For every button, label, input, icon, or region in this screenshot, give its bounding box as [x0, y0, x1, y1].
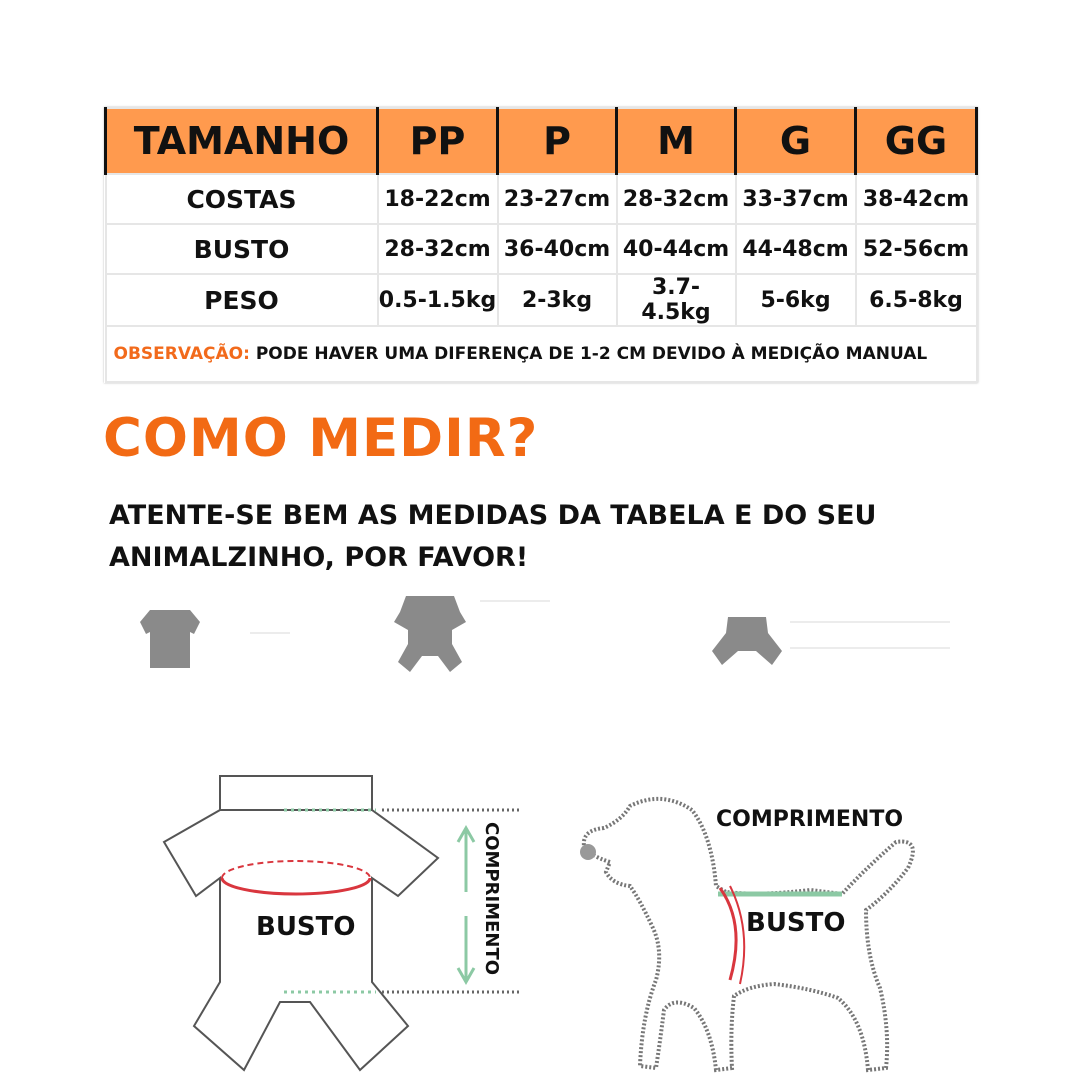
table-cell: 36-40cm	[498, 224, 617, 274]
table-cell: 28-32cm	[378, 224, 498, 274]
table-cell: 52-56cm	[856, 224, 977, 274]
dog-chest-label: BUSTO	[746, 908, 846, 938]
table-cell: 3.7-4.5kg	[617, 274, 736, 326]
garment-length-label: COMPRIMENTO	[481, 822, 502, 976]
section-title: COMO MEDIR?	[103, 408, 539, 469]
row-label: PESO	[106, 274, 378, 326]
table-header-row	[106, 108, 977, 174]
table-cell: 28-32cm	[617, 174, 736, 224]
header-size-m: M	[617, 108, 736, 174]
table-cell: 38-42cm	[856, 174, 977, 224]
header-size-p: P	[498, 108, 617, 174]
table-cell: 40-44cm	[617, 224, 736, 274]
row-label: COSTAS	[106, 174, 378, 224]
note-cell	[106, 326, 977, 382]
header-size-gg: GG	[856, 108, 977, 174]
garment-chest-label: BUSTO	[256, 912, 356, 942]
note-label: OBSERVAÇÃO:	[113, 344, 250, 364]
header-size-g: G	[736, 108, 856, 174]
note-text: PODE HAVER UMA DIFERENÇA DE 1-2 CM DEVIDO À MEDIÇÃO MANUAL	[255, 344, 928, 364]
table-cell: 6.5-8kg	[856, 274, 977, 326]
table-cell: 5-6kg	[736, 274, 856, 326]
table-cell: 0.5-1.5kg	[378, 274, 498, 326]
table-cell: 23-27cm	[498, 174, 617, 224]
table-row-costas	[106, 174, 977, 224]
size-table	[104, 107, 978, 383]
table-row-busto	[106, 224, 977, 274]
row-label: BUSTO	[106, 224, 378, 274]
faint-divider-lines	[250, 598, 970, 658]
dog-measure-diagram	[570, 790, 920, 1080]
shirt-thumbnail-icon	[138, 608, 204, 670]
dog-length-label: COMPRIMENTO	[716, 807, 904, 832]
header-tamanho: TAMANHO	[106, 108, 378, 174]
table-row-peso	[106, 274, 977, 326]
table-cell: 44-48cm	[736, 224, 856, 274]
header-size-pp: PP	[378, 108, 498, 174]
table-note-row	[106, 326, 977, 382]
table-cell: 2-3kg	[498, 274, 617, 326]
section-subtitle: ATENTE-SE BEM AS MEDIDAS DA TABELA E DO SEU ANIMALZINHO, POR FAVOR!	[109, 500, 877, 573]
table-cell: 18-22cm	[378, 174, 498, 224]
table-cell: 33-37cm	[736, 174, 856, 224]
